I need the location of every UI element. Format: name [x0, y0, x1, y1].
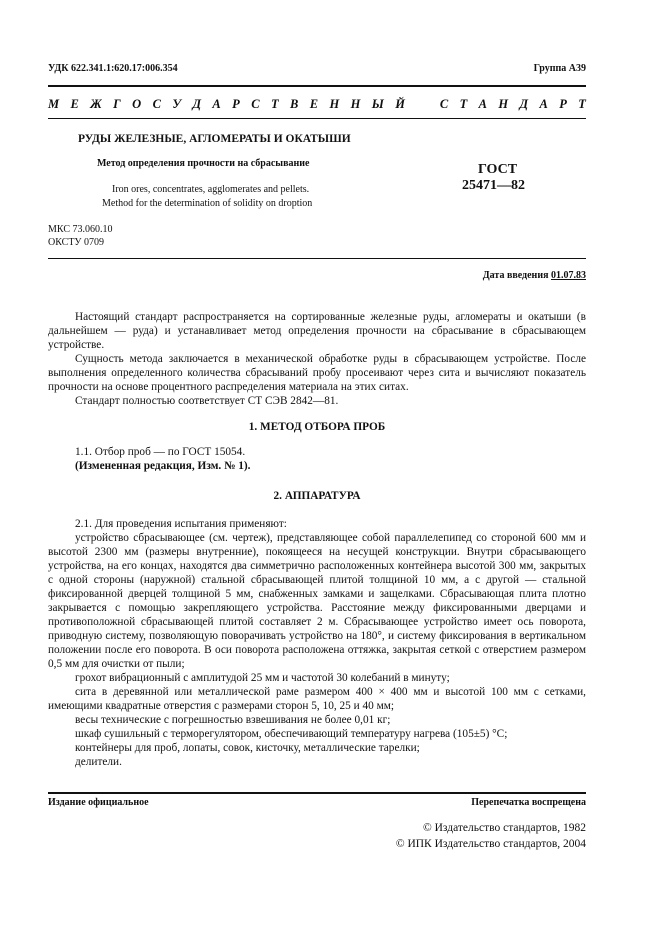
banner-letter: Е: [70, 97, 79, 111]
section-2-body: [48, 517, 586, 769]
apparatus-item: сита в деревянной или металлической раме размером 400 × 400 мм и высотой 100 мм с сетками, имеющими квадратные отверстия с размерами сторон 5, 10, 25 и 40 мм;: [48, 686, 586, 712]
english-title-line-2: Method for the determination of solidity on droption: [102, 198, 313, 209]
introduction-date-label: Дата введения: [482, 270, 551, 281]
intro-paragraph: Стандарт полностью соответствует СТ СЭВ 2842—81.: [75, 395, 339, 407]
copyright-line: © ИПК Издательство стандартов, 2004: [395, 838, 586, 850]
banner-letter: А: [478, 97, 487, 111]
introduction-date: [483, 270, 586, 281]
banner-letter: С: [439, 97, 449, 111]
gost-number: 25471—82: [462, 178, 525, 193]
banner-letter: С: [251, 97, 260, 111]
official-edition: Издание официальное: [48, 797, 149, 808]
apparatus-item: устройство сбрасывающее (см. чертеж), представляющее собой параллелепипед со стороной 600 мм и высотой 2300 мм (размеры внутренние), покоящееся на несущей конструкции. Внутри сбрасывающего устройства, на его концах, находятся два симметрично расположенных контейнера высотой 300 мм, закрытых с одной стороны (наружной) стальной сбрасывающей плитой толщиной 10 мм, а с другой — стальной фиксированной дверцей толщиной 5 мм, снабженных замками и защелками. Сбрасывающая плита плотно закрывается с помощью закрепляющего устройства. Расстояние между фиксированными дверцами и противоположной сбрасывающей плитой составляет 2 м. Сбрасывающее устройство имеет ось поворота, приводную систему, позволяющую поворачивать устройство на 180°, и систему фиксирования в вертикальном положении после его поворота. В оси поворота расположена оттяжка, закрытая сеткой с отверстием размером 0,5 мм для очистки от пыли;: [48, 532, 586, 670]
banner-letter: Ы: [371, 97, 384, 111]
banner-letter: Р: [559, 97, 567, 111]
banner-letter: Е: [309, 97, 319, 111]
banner-letter: О: [132, 97, 142, 111]
interstate-standard-banner: [48, 97, 586, 112]
method-title: Метод определения прочности на сбрасывание: [97, 158, 310, 169]
banner-letter: Т: [578, 97, 586, 111]
mks-code: МКС 73.060.10: [48, 224, 113, 235]
intro-block: [48, 310, 586, 408]
banner-letter: С: [152, 97, 161, 111]
udk-code: УДК 622.341.1:620.17:006.354: [48, 63, 178, 74]
banner-letter: Г: [113, 97, 121, 111]
group-code: Группа А39: [533, 63, 586, 74]
banner-rule: [48, 118, 586, 119]
copyright-line: © Издательство стандартов, 1982: [422, 822, 586, 834]
banner-letter: Н: [329, 97, 340, 111]
banner-letter: [416, 97, 428, 112]
banner-letter: Т: [459, 97, 468, 111]
reprint-prohibited: Перепечатка воспрещена: [471, 797, 586, 808]
section-1-paragraph: 1.1. Отбор проб — по ГОСТ 15054.: [75, 446, 246, 458]
banner-letter: Н: [498, 97, 509, 111]
footer-rule: [48, 792, 586, 794]
codes-rule: [48, 258, 586, 259]
banner-letter: Й: [395, 97, 406, 111]
intro-paragraph: Настоящий стандарт распространяется на сортированные железные руды, агломераты и окатыши (в дальнейшем — руда) и устанавливает метод определения прочности на сбрасывание в сбрасывающем устройстве.: [48, 311, 586, 351]
banner-letter: Д: [519, 97, 529, 111]
section-1-heading: 1. МЕТОД ОТБОРА ПРОБ: [248, 421, 386, 433]
apparatus-item: контейнеры для проб, лопаты, совок, кисточку, металлические тарелки;: [75, 742, 420, 754]
introduction-date-value: 01.07.83: [551, 270, 586, 281]
banner-letter: А: [212, 97, 221, 111]
banner-letter: Д: [192, 97, 201, 111]
banner-letter: Р: [232, 97, 240, 111]
banner-letter: Ж: [90, 97, 102, 111]
banner-letter: М: [48, 97, 60, 111]
banner-letter: Т: [270, 97, 279, 111]
apparatus-item: делители.: [75, 756, 122, 768]
banner-letter: В: [289, 97, 299, 111]
amendment-note: (Измененная редакция, Изм. № 1).: [75, 460, 251, 472]
okstu-code: ОКСТУ 0709: [48, 237, 105, 248]
banner-letter: Н: [350, 97, 361, 111]
section-1-body: [48, 445, 586, 473]
english-title-line-1: Iron ores, concentrates, agglomerates and pellets.: [112, 184, 310, 195]
banner-letter: А: [539, 97, 548, 111]
apparatus-item: весы технические с погрешностью взвешивания не более 0,01 кг;: [75, 714, 391, 726]
apparatus-item: шкаф сушильный с терморегулятором, обеспечивающий температуру нагрева (105±5) °С;: [75, 728, 508, 740]
banner-letter: У: [172, 97, 182, 111]
gost-label: ГОСТ: [478, 162, 518, 177]
intro-paragraph: Сущность метода заключается в механической обработке руды в сбрасывающем устройстве. После выполнения определенного количества сбрасываний пробу просеивают через сита и вычисляют показатель прочности на основе процентного распределения материала на этих ситах.: [48, 353, 586, 393]
apparatus-item: грохот вибрационный с амплитудой 25 мм и частотой 30 колебаний в минуту;: [75, 672, 450, 684]
top-rule: [48, 85, 586, 87]
document-title: РУДЫ ЖЕЛЕЗНЫЕ, АГЛОМЕРАТЫ И ОКАТЫШИ: [78, 133, 351, 145]
section-2-heading: 2. АППАРАТУРА: [273, 490, 361, 502]
section-2-paragraph: 2.1. Для проведения испытания применяют:: [75, 518, 287, 530]
